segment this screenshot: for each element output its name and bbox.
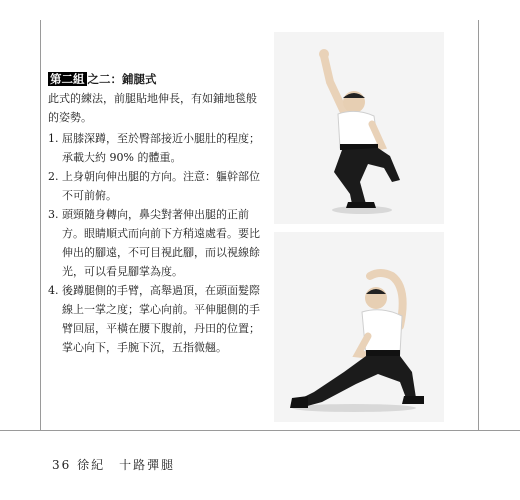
bottom-rule — [0, 430, 520, 431]
step-number: 1. — [48, 132, 59, 145]
photo-side-view — [274, 232, 444, 422]
step-text: 屈膝深蹲，至於臀部接近小腿肚的程度；承載大約 90% 的體重。 — [62, 132, 260, 164]
step-number: 2. — [48, 170, 59, 183]
step-text: 上身朝向伸出腿的方向。注意：軀幹部位不可前俯。 — [62, 170, 260, 202]
step-item — [48, 129, 260, 167]
right-margin-rule — [478, 20, 479, 430]
page-footer — [52, 456, 175, 473]
text-column — [48, 70, 260, 357]
intro-paragraph: 此式的練法，前腿貼地伸長，有如鋪地毯般的姿勢。 — [48, 92, 257, 124]
step-text: 頭頸隨身轉向，鼻尖對著伸出腿的正前方。眼睛順式而向前下方稍遠處看。要比伸出的腳遠，不可目視此腳，而以視線餘光，可以看見腳掌為度。 — [62, 208, 260, 278]
step-item — [48, 167, 260, 205]
step-text: 後蹲腿側的手臂，高舉過頂，在頭面髮際線上一掌之度；掌心向前。平伸腿側的手臂回屈，平橫在腰下腹前，丹田的位置；掌心向下，手腕下沉，五指微翹。 — [62, 284, 260, 354]
section-tag: 第二組 — [50, 72, 85, 86]
section-title: 之二：鋪腿式 — [87, 72, 157, 86]
left-margin-rule — [40, 20, 41, 430]
step-number: 3. — [48, 208, 59, 221]
step-number: 4. — [48, 284, 59, 297]
martial-artist-side-figure — [274, 232, 444, 422]
photo-front-view — [274, 32, 444, 224]
martial-artist-front-figure — [274, 32, 444, 224]
step-item — [48, 281, 260, 357]
page-number: 36 — [52, 458, 72, 472]
section-heading — [48, 70, 260, 89]
step-item — [48, 205, 260, 281]
book-title: 徐紀 十路彈腿 — [77, 458, 176, 472]
steps-list — [48, 129, 260, 357]
